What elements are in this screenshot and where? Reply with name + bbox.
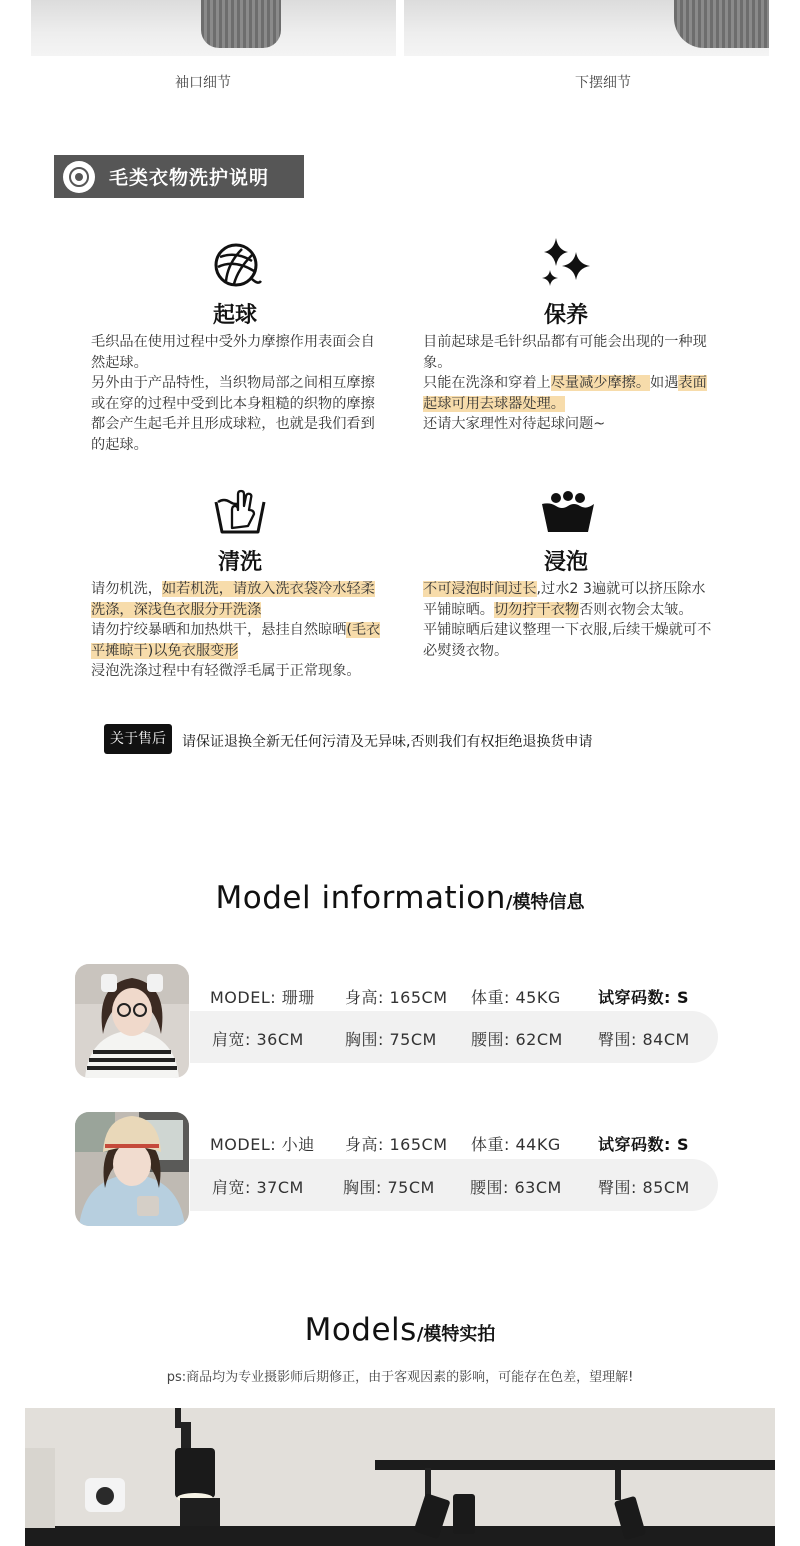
- model-2-hip: 臀围: 85CM: [598, 1178, 690, 1197]
- cuff-detail-photo: [31, 0, 396, 56]
- model-2-chest: 胸围: 75CM: [343, 1178, 435, 1197]
- care-text-segment: 否则衣物会太皱。: [579, 601, 693, 618]
- care-text-pilling: [91, 332, 383, 455]
- care-text-segment: 目前起球是毛针织品都有可能会出现的一种现象。: [423, 334, 707, 371]
- care-text-segment: 如遇: [650, 375, 679, 391]
- care-paragraph: [423, 332, 713, 373]
- yarn-ball-icon: [212, 241, 262, 291]
- highlighted-text: 不可浸泡时间过长: [423, 581, 537, 597]
- care-paragraph: [91, 579, 383, 620]
- model-1-avatar: [75, 964, 189, 1078]
- soak-basin-icon: [540, 490, 596, 534]
- color-difference-note: ps:商品均为专业摄影师后期修正，由于客观因素的影响，可能存在色差，望理解!: [166, 1370, 634, 1385]
- care-text-segment: 平铺晾晒后建议整理一下衣服,后续干燥就可不必熨烫衣物。: [423, 622, 712, 659]
- care-text-segment: 另外由于产品特性，当织物局部之间相互摩擦或在穿的过程中受到比本身粗糙的织物的摩擦都会产生起毛并且形成球粒，也就是我们看到的起球。: [91, 375, 375, 453]
- care-paragraph: [91, 620, 383, 661]
- model-1-hip: 臀围: 84CM: [598, 1030, 690, 1049]
- care-paragraph: [423, 414, 713, 435]
- care-paragraph: [91, 661, 383, 682]
- care-text-segment: 浸泡洗涤过程中有轻微浮毛属于正常现象。: [91, 663, 361, 679]
- care-text-segment: 请勿机洗，: [91, 581, 162, 597]
- care-title-soaking: 浸泡: [543, 550, 588, 575]
- care-text-segment: 毛织品在使用过程中受外力摩擦作用表面会自然起球。: [91, 334, 375, 371]
- after-sales-text: 请保证退换全新无任何污清及无异味,否则我们有权拒绝退换货申请: [182, 734, 593, 750]
- care-text-washing: [91, 579, 383, 682]
- care-paragraph: [423, 620, 713, 661]
- model-2-height: 身高: 165CM: [345, 1135, 448, 1154]
- care-paragraph: [423, 373, 713, 414]
- care-text-segment: 还请大家理性对待起球问题~: [423, 416, 606, 432]
- models-title-zh: /模特实拍: [416, 1324, 496, 1345]
- sparkle-icon: [540, 236, 592, 290]
- highlighted-text: 如若机洗，请放入洗衣袋冷水轻柔洗涤，深浅色衣服分开洗涤: [91, 581, 375, 618]
- care-instructions-header: [54, 155, 304, 198]
- highlighted-text: 尽量减少摩擦。: [550, 375, 651, 391]
- model-1-chest: 胸围: 75CM: [345, 1030, 437, 1049]
- model-info-title: [0, 880, 800, 916]
- care-text-segment: ,过水2 3遍就可以挤压除水平铺晾晒。: [423, 581, 706, 618]
- model-2-avatar: [75, 1112, 189, 1226]
- care-title-maintenance: 保养: [543, 303, 588, 328]
- model-2-weight: 体重: 44KG: [471, 1135, 561, 1154]
- after-sales-badge: 关于售后: [104, 724, 172, 754]
- model-2-name: MODEL: 小迪: [210, 1135, 315, 1154]
- model-2-size: 试穿码数: S: [598, 1135, 689, 1154]
- care-title-pilling: 起球: [212, 303, 257, 328]
- model-1-shoulder: 肩宽: 36CM: [212, 1030, 304, 1049]
- model-1-name: MODEL: 珊珊: [210, 988, 315, 1007]
- model-1-size: 试穿码数: S: [598, 988, 689, 1007]
- model-1-weight: 体重: 45KG: [471, 988, 561, 1007]
- model-info-title-zh: /模特信息: [505, 892, 585, 913]
- model-1-height: 身高: 165CM: [345, 988, 448, 1007]
- care-text-segment: 只能在洗涤和穿着上: [423, 375, 551, 391]
- care-header-title: 毛类衣物洗护说明: [109, 167, 270, 189]
- care-text-soaking: [423, 579, 713, 661]
- care-paragraph: [91, 373, 383, 455]
- model-photo: [25, 1408, 775, 1546]
- care-text-maintenance: [423, 332, 713, 435]
- cuff-detail-caption: 袖口细节: [175, 75, 231, 91]
- care-paragraph: [423, 579, 713, 620]
- care-logo-icon: [63, 161, 95, 193]
- hem-detail-caption: 下摆细节: [575, 75, 631, 91]
- care-title-washing: 清洗: [217, 550, 262, 575]
- model-1-waist: 腰围: 62CM: [471, 1030, 563, 1049]
- models-title: [0, 1312, 800, 1348]
- model-info-title-en: Model information: [215, 880, 506, 916]
- highlighted-text: (毛衣平摊晾干)以免衣服变形: [91, 622, 381, 659]
- care-text-segment: 请勿拧绞暴晒和加热烘干，悬挂自然晾晒: [91, 622, 347, 638]
- highlighted-text: 表面起球可用去球器处理。: [423, 375, 707, 412]
- hem-detail-photo: [404, 0, 769, 56]
- models-title-en: Models: [304, 1312, 417, 1348]
- model-2-waist: 腰围: 63CM: [470, 1178, 562, 1197]
- model-2-shoulder: 肩宽: 37CM: [212, 1178, 304, 1197]
- care-paragraph: [91, 332, 383, 373]
- hand-wash-icon: [212, 488, 268, 536]
- highlighted-text: 切勿拧干衣物: [493, 601, 580, 618]
